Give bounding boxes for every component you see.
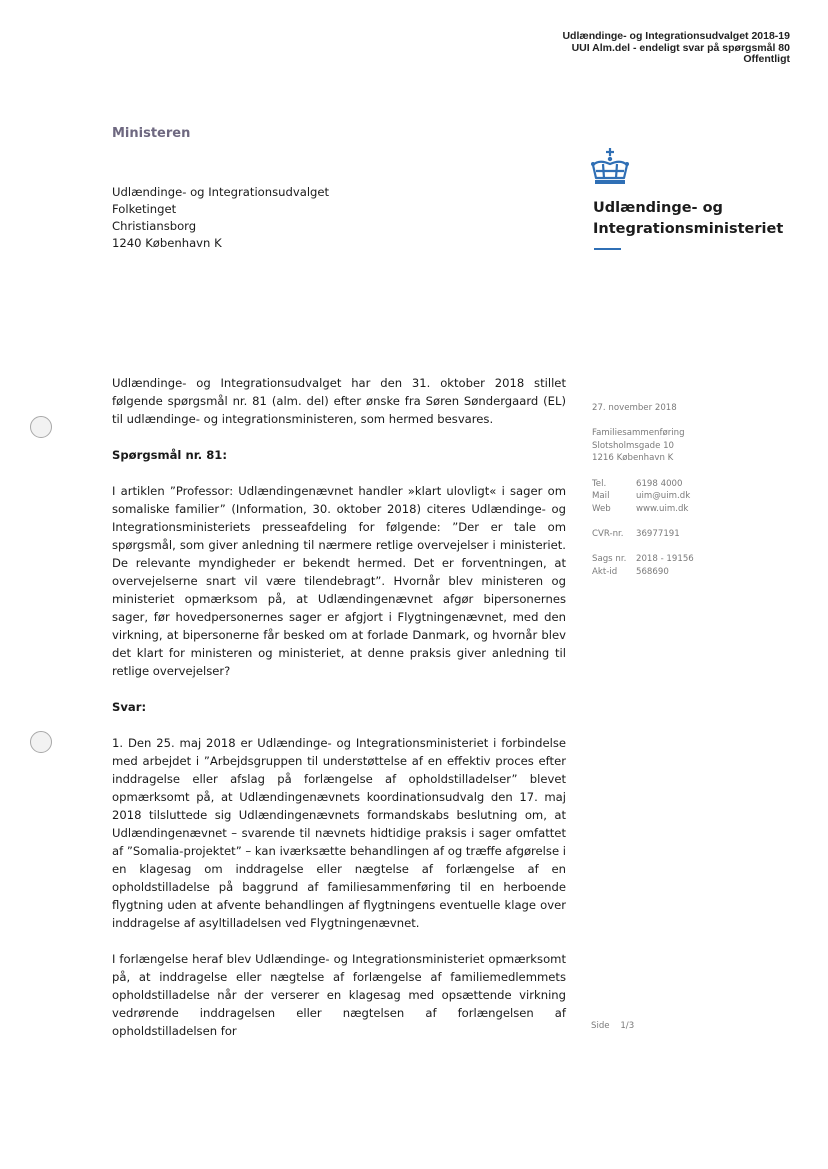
letter-intro: Udlændinge- og Integrationsudvalget har den 31. oktober 2018 stillet følgende spørgsmål nr. 81 (alm. del) efter ønske fra Søren Søndergaard (EL) til udlændinge- og integrationsministeren, som hermed besvares.	[112, 376, 566, 426]
sender-info-column	[592, 402, 732, 591]
cvr-value: 36977191	[636, 528, 680, 539]
cvr-block	[592, 528, 732, 541]
question-heading: Spørgsmål nr. 81:	[112, 448, 227, 462]
ministry-name	[593, 198, 783, 240]
sender-address	[592, 427, 732, 465]
act-id-label: Akt-id	[592, 566, 618, 577]
city-address: 1216 København K	[592, 453, 674, 464]
contact-block	[592, 478, 732, 516]
web-label: Web	[592, 503, 611, 514]
recipient-street: Christiansborg	[112, 219, 197, 233]
question-text: I artiklen ”Professor: Udlændingenævnet handler »klart ulovligt« i sager om somaliske familier” (Information, 30. oktober 2018) citeres Udlændinge- og Integrationsministeriets presseafdeling for følgende: ”Der er tale om spørgsmål, som giver anledning til nærmere retlige overvejelser i ministeriet. De relevante myndigheder er bekendt hermed. Det er forventningen, at overvejelserne snart vil være tilendebragt”. Hvornår blev ministeren og ministeriet opmærksom på, at Udlændingenævnet afgør bipersonernes sager, før hovedpersonernes sager er afgjort i Flygtningenævnet, med den virkning, at bipersonerne får besked om at forlade Danmark, og hvornår blev det klart for ministeren og ministeriet, at denne praksis giver anledning til retlige overvejelser?	[112, 484, 566, 678]
ministry-accent-divider	[594, 248, 621, 250]
web-value: www.uim.dk	[636, 503, 689, 514]
page-number: 1/3	[620, 1021, 635, 1031]
recipient-name: Udlændinge- og Integrationsudvalget	[112, 185, 330, 199]
mail-value: uim@uim.dk	[636, 491, 691, 502]
contact-mail	[592, 490, 732, 503]
case-number-label: Sags nr.	[592, 554, 627, 565]
contact-web	[592, 503, 732, 516]
case-number-row	[592, 553, 732, 566]
cvr-row	[592, 528, 732, 541]
sender-label: Ministeren	[112, 126, 191, 141]
punch-hole-bottom	[30, 731, 52, 753]
recipient-city: 1240 København K	[112, 236, 222, 250]
crown-logo-icon	[589, 147, 631, 187]
stamp-status: Offentligt	[743, 53, 790, 65]
mail-label: Mail	[592, 491, 610, 502]
ministry-name-line1: Udlændinge- og	[593, 200, 723, 216]
recipient-address	[112, 184, 329, 252]
answer-paragraph-2: I forlængelse heraf blev Udlændinge- og Integrationsministeriet opmærksomt på, at inddragelse eller nægtelse af forlængelse af familiemedlemmets opholdstilladelse når der verserer en klagesag med opsættende virkning vedrørende inddragelsen eller nægtelsen af forlængelsen af opholdstilladelsen for	[112, 952, 566, 1038]
letter-date: 27. november 2018	[592, 403, 677, 413]
case-block	[592, 553, 732, 578]
answer-paragraph-1: 1. Den 25. maj 2018 er Udlændinge- og Integrationsministeriet i forbindelse med arbejdet i ”Arbejdsgruppen til understøttelse af en effektiv proces efter inddragelse eller afslag på forlængelse af opholdstilladelser” blevet opmærksomt på, at Udlændingenævnets koordinationsudvalg den 17. maj 2018 tilsluttede sig Udlændingenævnets formandskabs beslutning om, at Udlændingenævnet – svarende til nævnets hidtidige praksis i sager omfattet af ”Somalia-projektet” – kan iværksætte behandlingen af og træffe afgørelse i en klagesag om inddragelse eller nægtelse af forlængelse af en opholdstilladelse på baggrund af familiesammenføring til en herboende flygtning uden at afvente behandlingen af flygtningens eventuelle klage over inddragelse af asyltilladelsen ved Flygtningenævnet.	[112, 736, 566, 930]
act-id-value: 568690	[636, 566, 669, 577]
stamp-committee: Udlændinge- og Integrationsudvalget 2018-19	[562, 30, 790, 42]
recipient-org: Folketinget	[112, 202, 177, 216]
tel-value: 6198 4000	[636, 478, 683, 489]
department: Familiesammenføring	[592, 428, 685, 439]
punch-hole-top	[30, 416, 52, 438]
cvr-label: CVR-nr.	[592, 528, 624, 539]
ministry-name-line2: Integrationsministeriet	[593, 221, 784, 237]
tel-label: Tel.	[592, 478, 607, 489]
street-address: Slotsholmsgade 10	[592, 440, 675, 451]
act-id-row	[592, 566, 732, 579]
page-label: Side	[591, 1021, 610, 1031]
stamp-reference: UUI Alm.del - endeligt svar på spørgsmål 80	[571, 41, 790, 54]
document-stamp	[562, 31, 790, 66]
page-footer	[591, 1021, 634, 1031]
answer-heading: Svar:	[112, 700, 147, 714]
contact-tel	[592, 478, 732, 491]
letter-body	[112, 374, 566, 1058]
case-number-value: 2018 - 19156	[636, 554, 694, 565]
